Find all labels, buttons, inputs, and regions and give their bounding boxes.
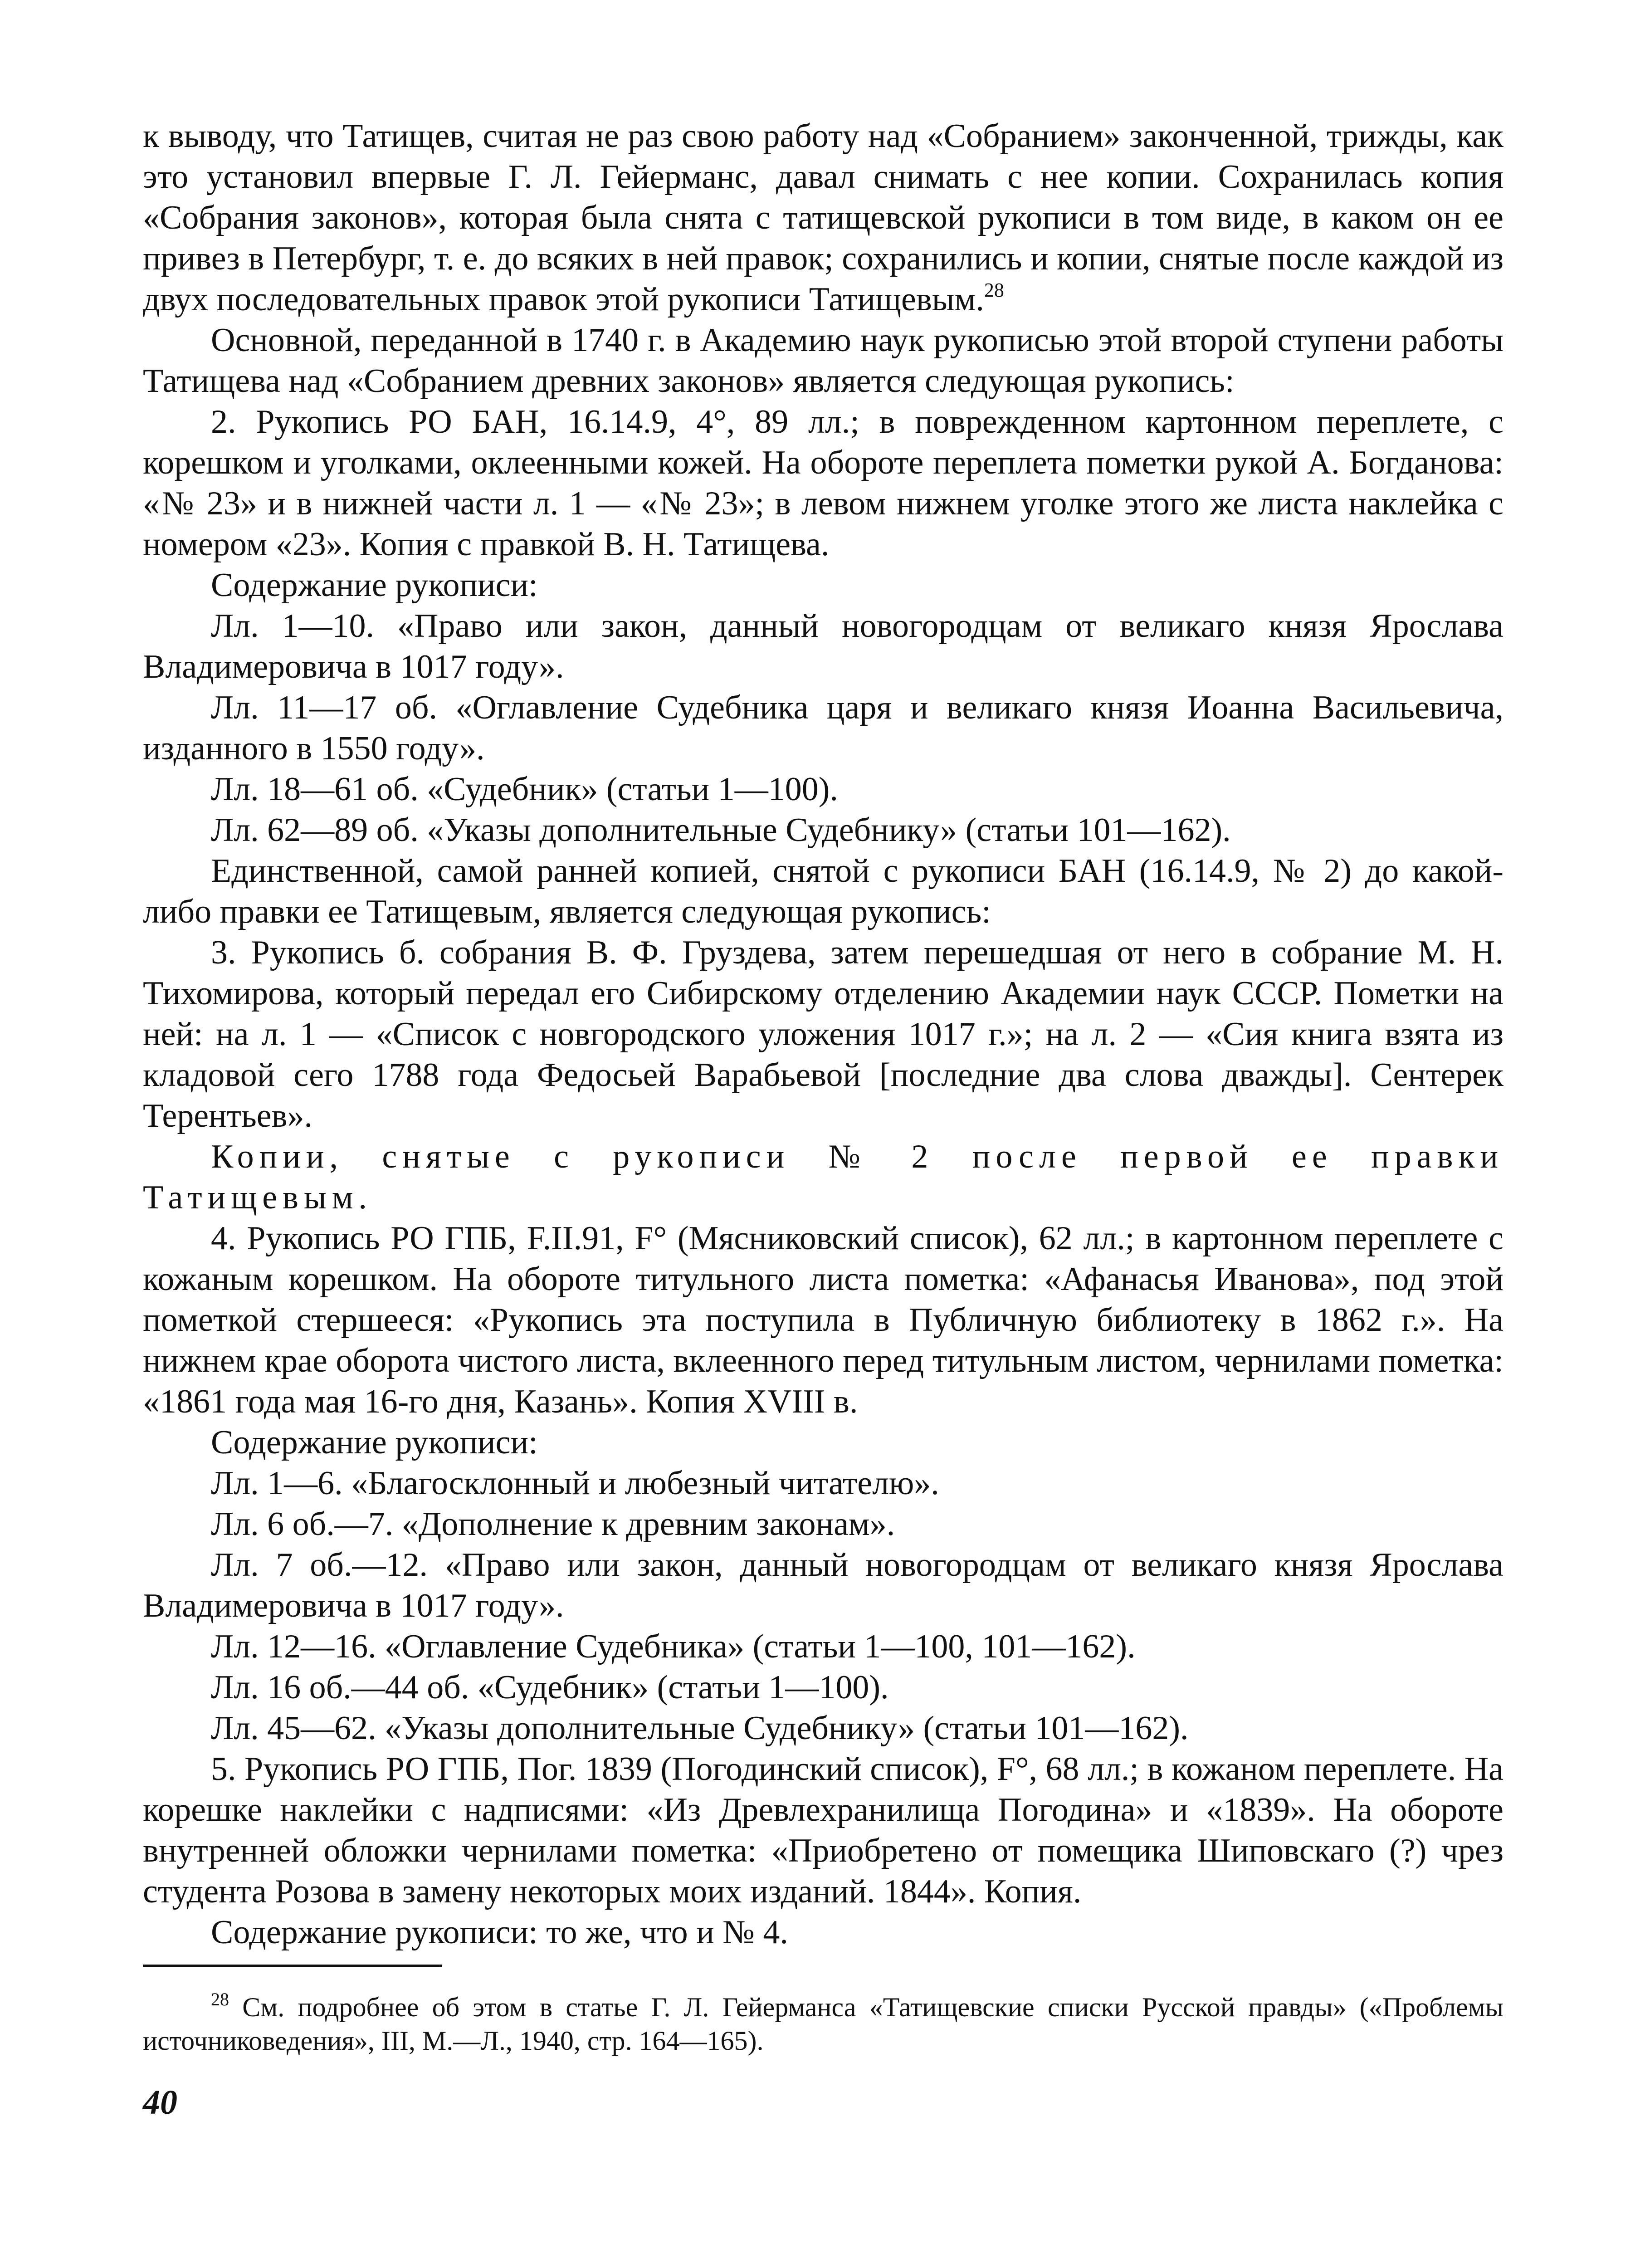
paragraph: Лл. 12—16. «Оглавление Судебника» (статьи 1—100, 101—162). [211, 1628, 1136, 1665]
paragraph: 2. Рукопись РО БАН, 16.14.9, 4°, 89 лл.; в поврежденном картонном переплете, с корешком и уголками, оклеенными кожей. На обороте переплета пометки рукой А. Богданова: «№ 23» и в нижней части л. 1 — «№ 23»; в левом нижнем уголке этого же листа наклейка с номером «23». Копия с правкой В. Н. Татищева. [143, 403, 1503, 563]
paragraph: 5. Рукопись РО ГПБ, Пог. 1839 (Погодинский список), F°, 68 лл.; в кожаном переплете. На корешке наклейки с надписями: «Из Древлехранилища Погодина» и «1839». На обороте внутренней обложки чернилами пометка: «Приобретено от помещика Шиповскаго (?) чрез студента Розова в замену некоторых моих изданий. 1844». Копия. [143, 1750, 1503, 1910]
paragraph: Лл. 45—62. «Указы дополнительные Судебнику» (статьи 101—162). [211, 1710, 1189, 1747]
paragraph: Лл. 18—61 об. «Судебник» (статьи 1—100). [211, 771, 838, 808]
footnote-ref: 28 [984, 279, 1004, 301]
page-number: 40 [143, 2083, 177, 2121]
paragraph: 3. Рукопись б. собрания В. Ф. Груздева, затем перешедшая от него в собрание М. Н. Тихомирова, который передал его Сибирскому отделению Академии наук СССР. Пометки на ней: на л. 1 — «Список с новгородского уложения 1017 г.»; на л. 2 — «Сия книга взята из кладовой сего 1788 года Федосьей Варабьевой [последние два слова дважды]. Сентерек Терентьев». [143, 934, 1503, 1134]
paragraph: Лл. 11—17 об. «Оглавление Судебника царя и великаго князя Иоанна Васильевича, изданного в 1550 году». [143, 689, 1503, 767]
paragraph: Лл. 1—10. «Право или закон, данный новогородцам от великаго князя Ярослава Владимеровича в 1017 году». [143, 607, 1503, 685]
footnote-divider [143, 1965, 442, 1967]
paragraph: Единственной, самой ранней копией, снятой с рукописи БАН (16.14.9, № 2) до какой-либо правки ее Татищевым, является следующая рукопись: [143, 852, 1503, 930]
paragraph [143, 116, 1503, 320]
paragraph: Лл. 16 об.—44 об. «Судебник» (статьи 1—100). [211, 1669, 889, 1706]
paragraph: 4. Рукопись РО ГПБ, F.II.91, F° (Мясниковский список), 62 лл.; в картонном переплете с кожаным корешком. На обороте титульного листа пометка: «Афанасья Иванова», под этой пометкой стершееся: «Рукопись эта поступила в Публичную библиотеку в 1862 г.». На нижнем крае оборота чистого листа, вклеенного перед титульным листом, чернилами пометка: «1861 года мая 16-го дня, Казань». Копия XVIII в. [143, 1220, 1503, 1420]
spaced-heading: Копии, снятые с рукописи № 2 после первой ее правки Татищевым. [143, 1138, 1503, 1216]
body-text [143, 116, 1503, 1953]
paragraph: Содержание рукописи: [211, 567, 538, 604]
paragraph: Содержание рукописи: [211, 1424, 538, 1461]
paragraph: Основной, переданной в 1740 г. в Академию наук рукописью этой второй ступени работы Татищева над «Собранием древних законов» является следующая рукопись: [143, 322, 1503, 400]
paragraph: Лл. 1—6. «Благосклонный и любезный читателю». [211, 1465, 939, 1502]
paragraph: Лл. 6 об.—7. «Дополнение к древним законам». [211, 1505, 895, 1543]
paragraph: Лл. 7 об.—12. «Право или закон, данный новогородцам от великаго князя Ярослава Владимеровича в 1017 году». [143, 1546, 1503, 1624]
paragraph-text: к выводу, что Татищев, считая не раз свою работу над «Собранием» законченной, трижды, как это установил впервые Г. Л. Гейерманс, давал снимать с нее копии. Сохранилась копия «Собрания законов», которая была снята с татищевской рукописи в том виде, в каком он ее привез в Петербург, т. е. до всяких в ней правок; сохранились и копии, снятые после каждой из двух последовательных правок этой рукописи Татищевым. [143, 117, 1503, 318]
document-page [143, 116, 1503, 2122]
footnote-text: См. подробнее об этом в статье Г. Л. Гейерманса «Татищевские списки Русской правды» («Проблемы источниковедения», III, М.—Л., 1940, стр. 164—165). [143, 1992, 1503, 2056]
paragraph: Содержание рукописи: то же, что и № 4. [211, 1914, 788, 1951]
paragraph: Лл. 62—89 об. «Указы дополнительные Судебнику» (статьи 101—162). [211, 811, 1231, 849]
footnote-number: 28 [211, 1989, 229, 2009]
footnote [143, 1990, 1503, 2058]
